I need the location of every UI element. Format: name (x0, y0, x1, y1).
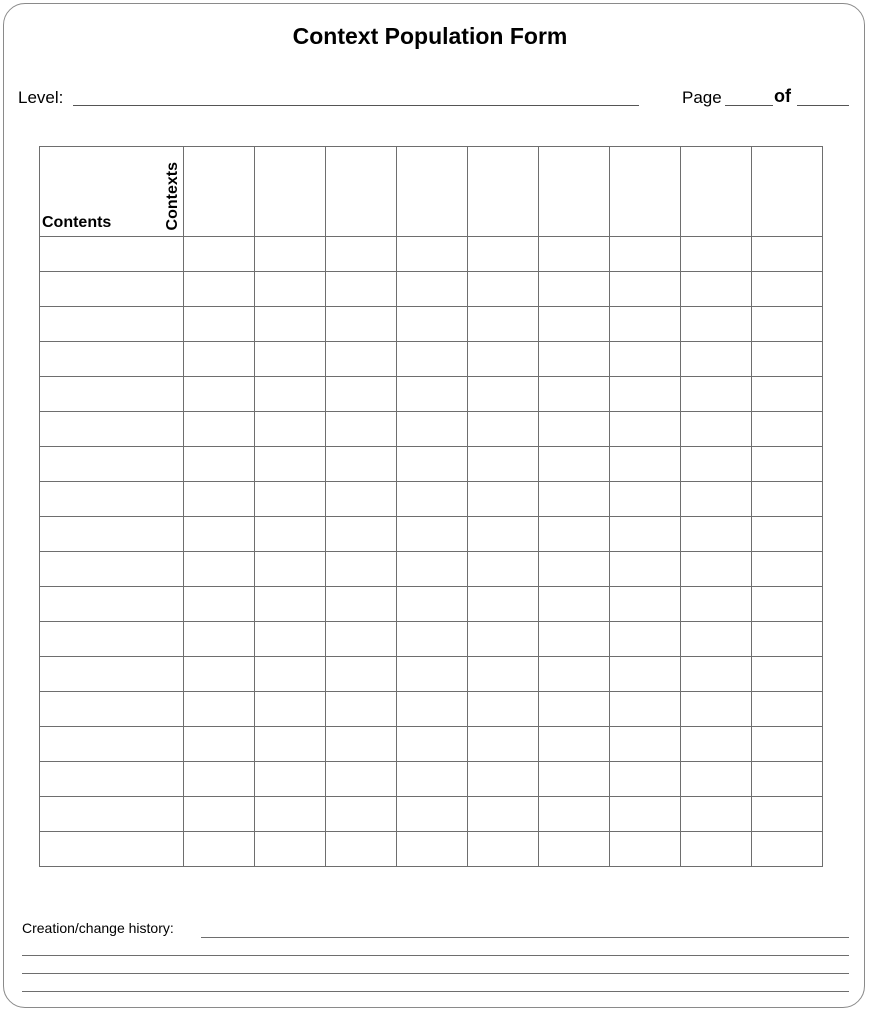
grid-cell[interactable] (326, 482, 397, 517)
grid-cell[interactable] (610, 832, 681, 867)
grid-cell[interactable] (681, 622, 752, 657)
context-population-table (39, 146, 823, 867)
grid-cell[interactable] (326, 727, 397, 762)
grid-cell[interactable] (681, 727, 752, 762)
grid-cell[interactable] (539, 412, 610, 447)
grid-cell[interactable] (539, 482, 610, 517)
context-header-cell[interactable] (255, 147, 326, 237)
grid-cell[interactable] (397, 272, 468, 307)
table-row (40, 272, 823, 307)
grid-cell[interactable] (326, 622, 397, 657)
grid-cell[interactable] (326, 272, 397, 307)
grid-cell[interactable] (326, 377, 397, 412)
grid-cell[interactable] (255, 692, 326, 727)
grid-cell[interactable] (539, 377, 610, 412)
grid-cell[interactable] (184, 727, 255, 762)
grid-cell[interactable] (397, 832, 468, 867)
history-line[interactable] (22, 955, 849, 956)
content-cell[interactable] (40, 832, 184, 867)
grid-cell[interactable] (255, 797, 326, 832)
form-title: Context Population Form (292, 23, 568, 49)
table-row (40, 412, 823, 447)
context-header-cell[interactable] (468, 147, 539, 237)
grid-cell[interactable] (539, 447, 610, 482)
table-row (40, 482, 823, 517)
grid-cell[interactable] (539, 587, 610, 622)
grid-cell[interactable] (468, 482, 539, 517)
grid-cell[interactable] (681, 692, 752, 727)
content-cell[interactable] (40, 412, 184, 447)
grid-cell[interactable] (610, 447, 681, 482)
grid-cell[interactable] (184, 307, 255, 342)
grid-cell[interactable] (610, 657, 681, 692)
table-row (40, 587, 823, 622)
table-row (40, 342, 823, 377)
grid-cell[interactable] (184, 237, 255, 272)
history-line[interactable] (22, 973, 849, 974)
grid-cell[interactable] (397, 727, 468, 762)
content-cell[interactable] (40, 517, 184, 552)
content-cell[interactable] (40, 342, 184, 377)
grid-cell[interactable] (468, 797, 539, 832)
grid-cell[interactable] (539, 517, 610, 552)
table-row (40, 447, 823, 482)
grid-cell[interactable] (610, 272, 681, 307)
grid-cell[interactable] (255, 272, 326, 307)
grid-cell[interactable] (397, 517, 468, 552)
context-header-cell[interactable] (752, 147, 823, 237)
grid-cell[interactable] (468, 377, 539, 412)
grid-cell[interactable] (539, 797, 610, 832)
grid-cell[interactable] (752, 412, 823, 447)
grid-cell[interactable] (326, 692, 397, 727)
grid-cell[interactable] (255, 482, 326, 517)
content-cell[interactable] (40, 237, 184, 272)
history-line[interactable] (201, 937, 849, 938)
grid-cell[interactable] (326, 517, 397, 552)
grid-cell[interactable] (326, 307, 397, 342)
table-row (40, 832, 823, 867)
grid-cell[interactable] (610, 797, 681, 832)
content-cell[interactable] (40, 482, 184, 517)
grid-cell[interactable] (397, 342, 468, 377)
grid-cell[interactable] (681, 552, 752, 587)
grid-cell[interactable] (255, 342, 326, 377)
grid-cell[interactable] (397, 657, 468, 692)
table-row (40, 657, 823, 692)
grid-cell[interactable] (610, 692, 681, 727)
grid-cell[interactable] (184, 412, 255, 447)
grid-cell[interactable] (255, 587, 326, 622)
content-cell[interactable] (40, 587, 184, 622)
grid-cell[interactable] (184, 552, 255, 587)
grid-cell[interactable] (326, 797, 397, 832)
grid-cell[interactable] (184, 272, 255, 307)
grid-cell[interactable] (752, 727, 823, 762)
context-header-cell[interactable] (326, 147, 397, 237)
grid-cell[interactable] (255, 517, 326, 552)
grid-cell[interactable] (610, 727, 681, 762)
grid-cell[interactable] (752, 272, 823, 307)
grid-cell[interactable] (326, 412, 397, 447)
grid-cell[interactable] (610, 552, 681, 587)
content-cell[interactable] (40, 762, 184, 797)
grid-cell[interactable] (681, 307, 752, 342)
table-row (40, 552, 823, 587)
grid-cell[interactable] (397, 692, 468, 727)
grid-cell[interactable] (255, 307, 326, 342)
grid-cell[interactable] (539, 832, 610, 867)
grid-cell[interactable] (752, 692, 823, 727)
grid-cell[interactable] (610, 237, 681, 272)
grid-cell[interactable] (255, 622, 326, 657)
content-cell[interactable] (40, 552, 184, 587)
grid-cell[interactable] (539, 692, 610, 727)
grid-cell[interactable] (184, 797, 255, 832)
grid-cell[interactable] (539, 762, 610, 797)
grid-cell[interactable] (397, 797, 468, 832)
grid-cell[interactable] (539, 727, 610, 762)
grid-cell[interactable] (397, 412, 468, 447)
grid-cell[interactable] (397, 622, 468, 657)
grid-cell[interactable] (468, 622, 539, 657)
grid-cell[interactable] (468, 342, 539, 377)
grid-cell[interactable] (681, 377, 752, 412)
grid-cell[interactable] (255, 727, 326, 762)
grid-cell[interactable] (255, 762, 326, 797)
content-cell[interactable] (40, 622, 184, 657)
grid-cell[interactable] (468, 272, 539, 307)
grid-cell[interactable] (752, 832, 823, 867)
content-cell[interactable] (40, 657, 184, 692)
history-line[interactable] (22, 991, 849, 992)
grid-cell[interactable] (681, 517, 752, 552)
grid-cell[interactable] (184, 692, 255, 727)
grid-cell[interactable] (397, 307, 468, 342)
grid-cell[interactable] (397, 552, 468, 587)
grid-cell[interactable] (255, 552, 326, 587)
grid-cell[interactable] (326, 342, 397, 377)
grid-cell[interactable] (255, 412, 326, 447)
grid-cell[interactable] (610, 517, 681, 552)
grid-cell[interactable] (468, 657, 539, 692)
content-cell[interactable] (40, 727, 184, 762)
grid-cell[interactable] (752, 762, 823, 797)
grid-cell[interactable] (184, 377, 255, 412)
grid-cell[interactable] (397, 762, 468, 797)
grid-cell[interactable] (752, 237, 823, 272)
table-row (40, 762, 823, 797)
grid-cell[interactable] (752, 587, 823, 622)
grid-cell[interactable] (468, 412, 539, 447)
grid-cell[interactable] (184, 832, 255, 867)
grid-cell[interactable] (752, 657, 823, 692)
grid-cell[interactable] (681, 342, 752, 377)
context-header-cell[interactable] (539, 147, 610, 237)
content-cell[interactable] (40, 272, 184, 307)
grid-cell[interactable] (539, 272, 610, 307)
content-cell[interactable] (40, 692, 184, 727)
grid-cell[interactable] (468, 832, 539, 867)
table-row (40, 622, 823, 657)
level-field[interactable] (73, 105, 639, 106)
grid-cell[interactable] (326, 832, 397, 867)
grid-cell[interactable] (681, 237, 752, 272)
context-header-cell[interactable] (610, 147, 681, 237)
context-header-cell[interactable] (681, 147, 752, 237)
grid-cell[interactable] (752, 307, 823, 342)
table-header-row (40, 147, 823, 237)
grid-cell[interactable] (468, 237, 539, 272)
grid-cell[interactable] (468, 587, 539, 622)
contexts-header: Contexts (164, 161, 181, 230)
grid-cell[interactable] (681, 832, 752, 867)
grid-cell[interactable] (468, 307, 539, 342)
grid-cell[interactable] (184, 342, 255, 377)
grid-cell[interactable] (610, 622, 681, 657)
table-row (40, 377, 823, 412)
content-cell[interactable] (40, 797, 184, 832)
grid-cell[interactable] (681, 797, 752, 832)
page-label: Page (682, 88, 722, 107)
contents-header: Contents (42, 214, 112, 231)
grid-cell[interactable] (539, 622, 610, 657)
grid-cell[interactable] (539, 307, 610, 342)
page-number-field[interactable] (725, 105, 773, 106)
grid-cell[interactable] (397, 482, 468, 517)
grid-cell[interactable] (326, 237, 397, 272)
grid-cell[interactable] (468, 692, 539, 727)
grid-cell[interactable] (752, 377, 823, 412)
context-header-cell[interactable] (184, 147, 255, 237)
grid-cell[interactable] (326, 587, 397, 622)
grid-cell[interactable] (681, 482, 752, 517)
grid-cell[interactable] (610, 342, 681, 377)
grid-cell[interactable] (468, 552, 539, 587)
grid-cell[interactable] (184, 657, 255, 692)
grid-cell[interactable] (184, 482, 255, 517)
grid-cell[interactable] (468, 727, 539, 762)
grid-cell[interactable] (397, 447, 468, 482)
grid-cell[interactable] (752, 482, 823, 517)
content-cell[interactable] (40, 447, 184, 482)
grid-cell[interactable] (610, 377, 681, 412)
grid-cell[interactable] (539, 657, 610, 692)
grid-cell[interactable] (255, 237, 326, 272)
grid-cell[interactable] (539, 237, 610, 272)
grid-cell[interactable] (752, 797, 823, 832)
grid-cell[interactable] (681, 447, 752, 482)
grid-cell[interactable] (326, 657, 397, 692)
grid-cell[interactable] (539, 552, 610, 587)
grid-cell[interactable] (681, 587, 752, 622)
grid-cell[interactable] (184, 517, 255, 552)
table-row (40, 727, 823, 762)
page-total-field[interactable] (797, 105, 849, 106)
grid-cell[interactable] (610, 587, 681, 622)
grid-cell[interactable] (610, 412, 681, 447)
grid-cell[interactable] (752, 342, 823, 377)
grid-cell[interactable] (752, 552, 823, 587)
history-label: Creation/change history: (22, 920, 174, 936)
content-cell[interactable] (40, 307, 184, 342)
level-label: Level: (18, 88, 64, 107)
grid-cell[interactable] (681, 657, 752, 692)
grid-cell[interactable] (184, 622, 255, 657)
grid-cell[interactable] (681, 412, 752, 447)
grid-cell[interactable] (397, 587, 468, 622)
grid-cell[interactable] (610, 482, 681, 517)
grid-cell[interactable] (681, 762, 752, 797)
of-label: of (774, 86, 791, 106)
grid-cell[interactable] (468, 762, 539, 797)
content-cell[interactable] (40, 377, 184, 412)
grid-cell[interactable] (255, 657, 326, 692)
grid-cell[interactable] (255, 447, 326, 482)
context-header-cell[interactable] (397, 147, 468, 237)
grid-cell[interactable] (326, 762, 397, 797)
table-row (40, 307, 823, 342)
grid-cell[interactable] (397, 377, 468, 412)
grid-cell[interactable] (468, 447, 539, 482)
grid-cell[interactable] (326, 552, 397, 587)
table-row (40, 517, 823, 552)
grid-cell[interactable] (255, 377, 326, 412)
grid-cell[interactable] (326, 447, 397, 482)
grid-cell[interactable] (184, 587, 255, 622)
table-row (40, 237, 823, 272)
table-row (40, 797, 823, 832)
grid-cell[interactable] (184, 762, 255, 797)
grid-cell[interactable] (610, 307, 681, 342)
grid-cell[interactable] (255, 832, 326, 867)
grid-cell[interactable] (610, 762, 681, 797)
grid-cell[interactable] (752, 517, 823, 552)
grid-cell[interactable] (468, 517, 539, 552)
grid-cell[interactable] (539, 342, 610, 377)
grid-cell[interactable] (752, 622, 823, 657)
grid-cell[interactable] (752, 447, 823, 482)
grid-cell[interactable] (184, 447, 255, 482)
table-row (40, 692, 823, 727)
table-corner-cell (40, 147, 184, 237)
grid-cell[interactable] (681, 272, 752, 307)
grid-cell[interactable] (397, 237, 468, 272)
